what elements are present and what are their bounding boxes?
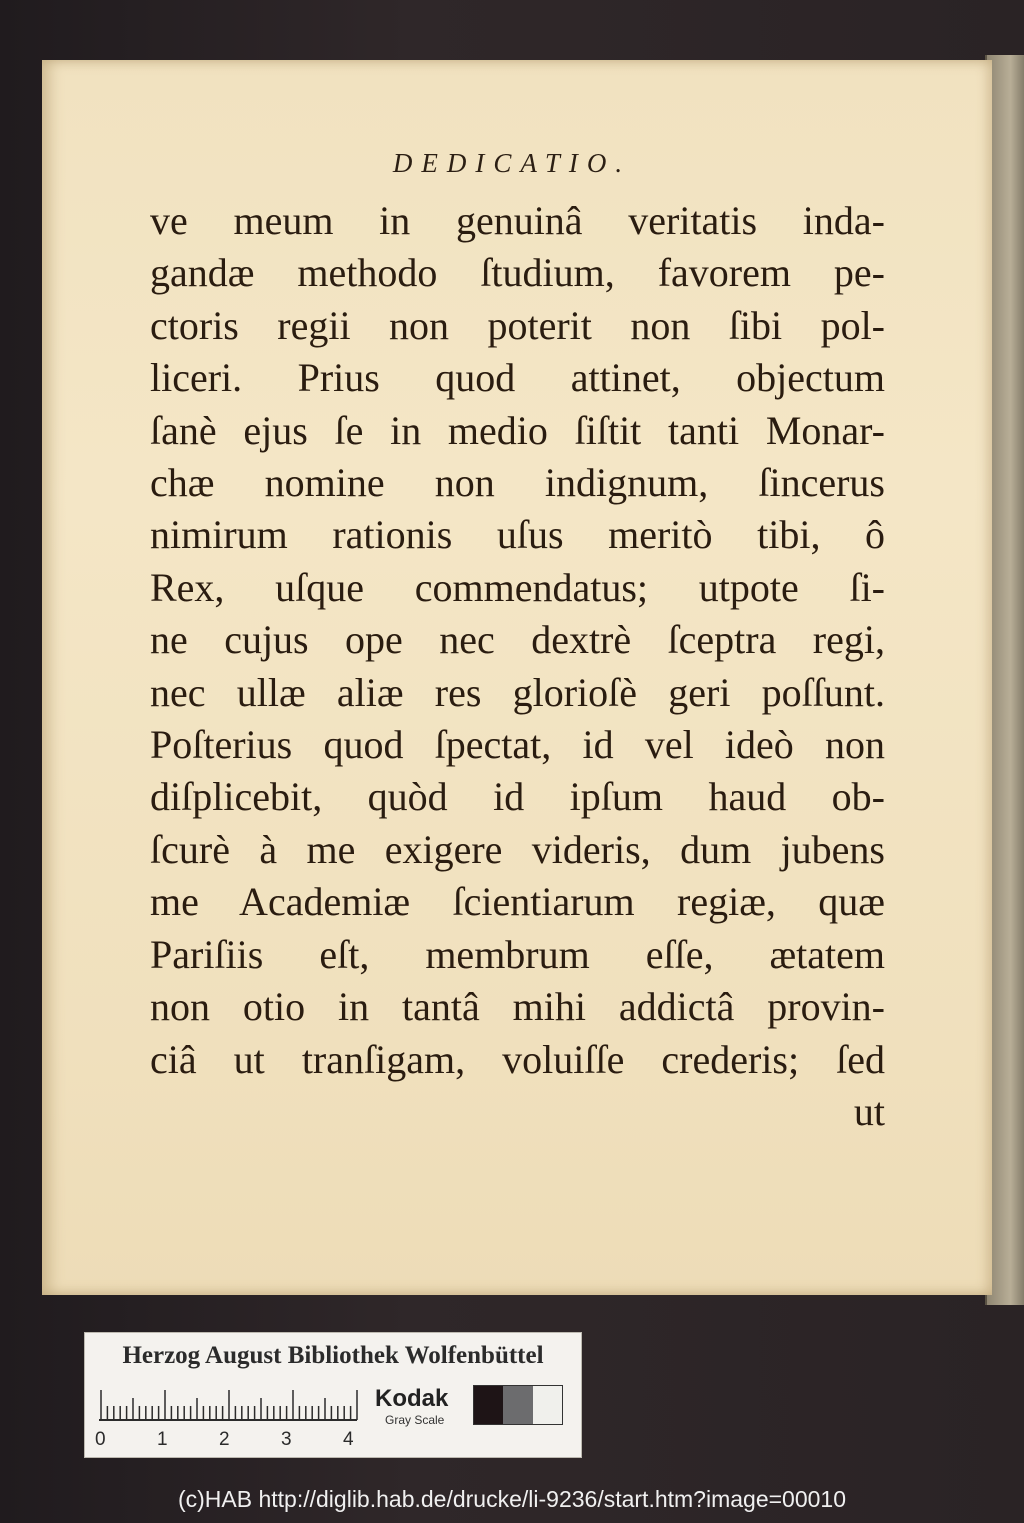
- text-line: non otio in tantâ mihi addictâ provin-: [150, 984, 885, 1030]
- gray-scale-label: Gray Scale: [385, 1413, 445, 1427]
- ruler-number: 1: [157, 1429, 168, 1450]
- library-name: Herzog August Bibliothek Wolfenbüttel: [122, 1342, 544, 1369]
- text-line: ut: [853, 1088, 885, 1134]
- text-line: diſplicebit, quòd id ipſum haud ob-: [150, 774, 885, 820]
- ruler-number: 4: [343, 1429, 354, 1450]
- text-line: ciâ ut tranſigam, voluiſſe crederis; ſed: [150, 1036, 885, 1082]
- text-line: Poſterius quod ſpectat, id vel ideò non: [150, 722, 885, 768]
- text-line: ve meum in genuinâ veritatis inda-: [150, 198, 885, 243]
- text-line: nimirum rationis uſus meritò tibi, ô: [150, 512, 885, 558]
- gray-scale-swatches: [473, 1385, 563, 1425]
- copyright-footer: (c)HAB http://diglib.hab.de/drucke/li-9236/start.htm?image=00010: [177, 1486, 846, 1512]
- ruler-scale: [95, 1429, 455, 1453]
- ruler-number: 2: [219, 1429, 230, 1450]
- text-line: ctoris regii non poterit non ſibi pol-: [150, 302, 885, 348]
- text-line: nec ullæ aliæ res glorioſè geri poſſunt.: [150, 669, 885, 715]
- text-line: Pariſiis eſt, membrum eſſe, ætatem: [150, 931, 885, 977]
- gray-swatch: [474, 1386, 503, 1424]
- text-line: chæ nomine non indignum, ſincerus: [150, 460, 885, 506]
- text-line: Rex, uſque commendatus; utpote ſi-: [150, 564, 885, 610]
- text-line: liceri. Prius quod attinet, objectum: [150, 355, 885, 401]
- ruler-number: 3: [281, 1429, 292, 1450]
- ruler-number: 0: [95, 1429, 106, 1450]
- gray-swatch: [503, 1386, 532, 1424]
- text-line: ſcurè à me exigere videris, dum jubens: [150, 826, 885, 872]
- gray-swatch: [533, 1386, 562, 1424]
- body-text: [150, 195, 885, 1138]
- text-line: ne cujus ope nec dextrè ſceptra regi,: [150, 617, 885, 663]
- text-line: gandæ methodo ſtudium, favorem pe-: [150, 250, 885, 296]
- text-line: ſanè ejus ſe in medio ſiſtit tanti Monar-: [150, 407, 885, 453]
- calibration-card: [84, 1332, 582, 1458]
- text-line: me Academiæ ſcientiarum regiæ, quæ: [150, 879, 885, 925]
- running-head: DEDICATIO.: [392, 148, 632, 178]
- kodak-logo: Kodak: [375, 1385, 449, 1412]
